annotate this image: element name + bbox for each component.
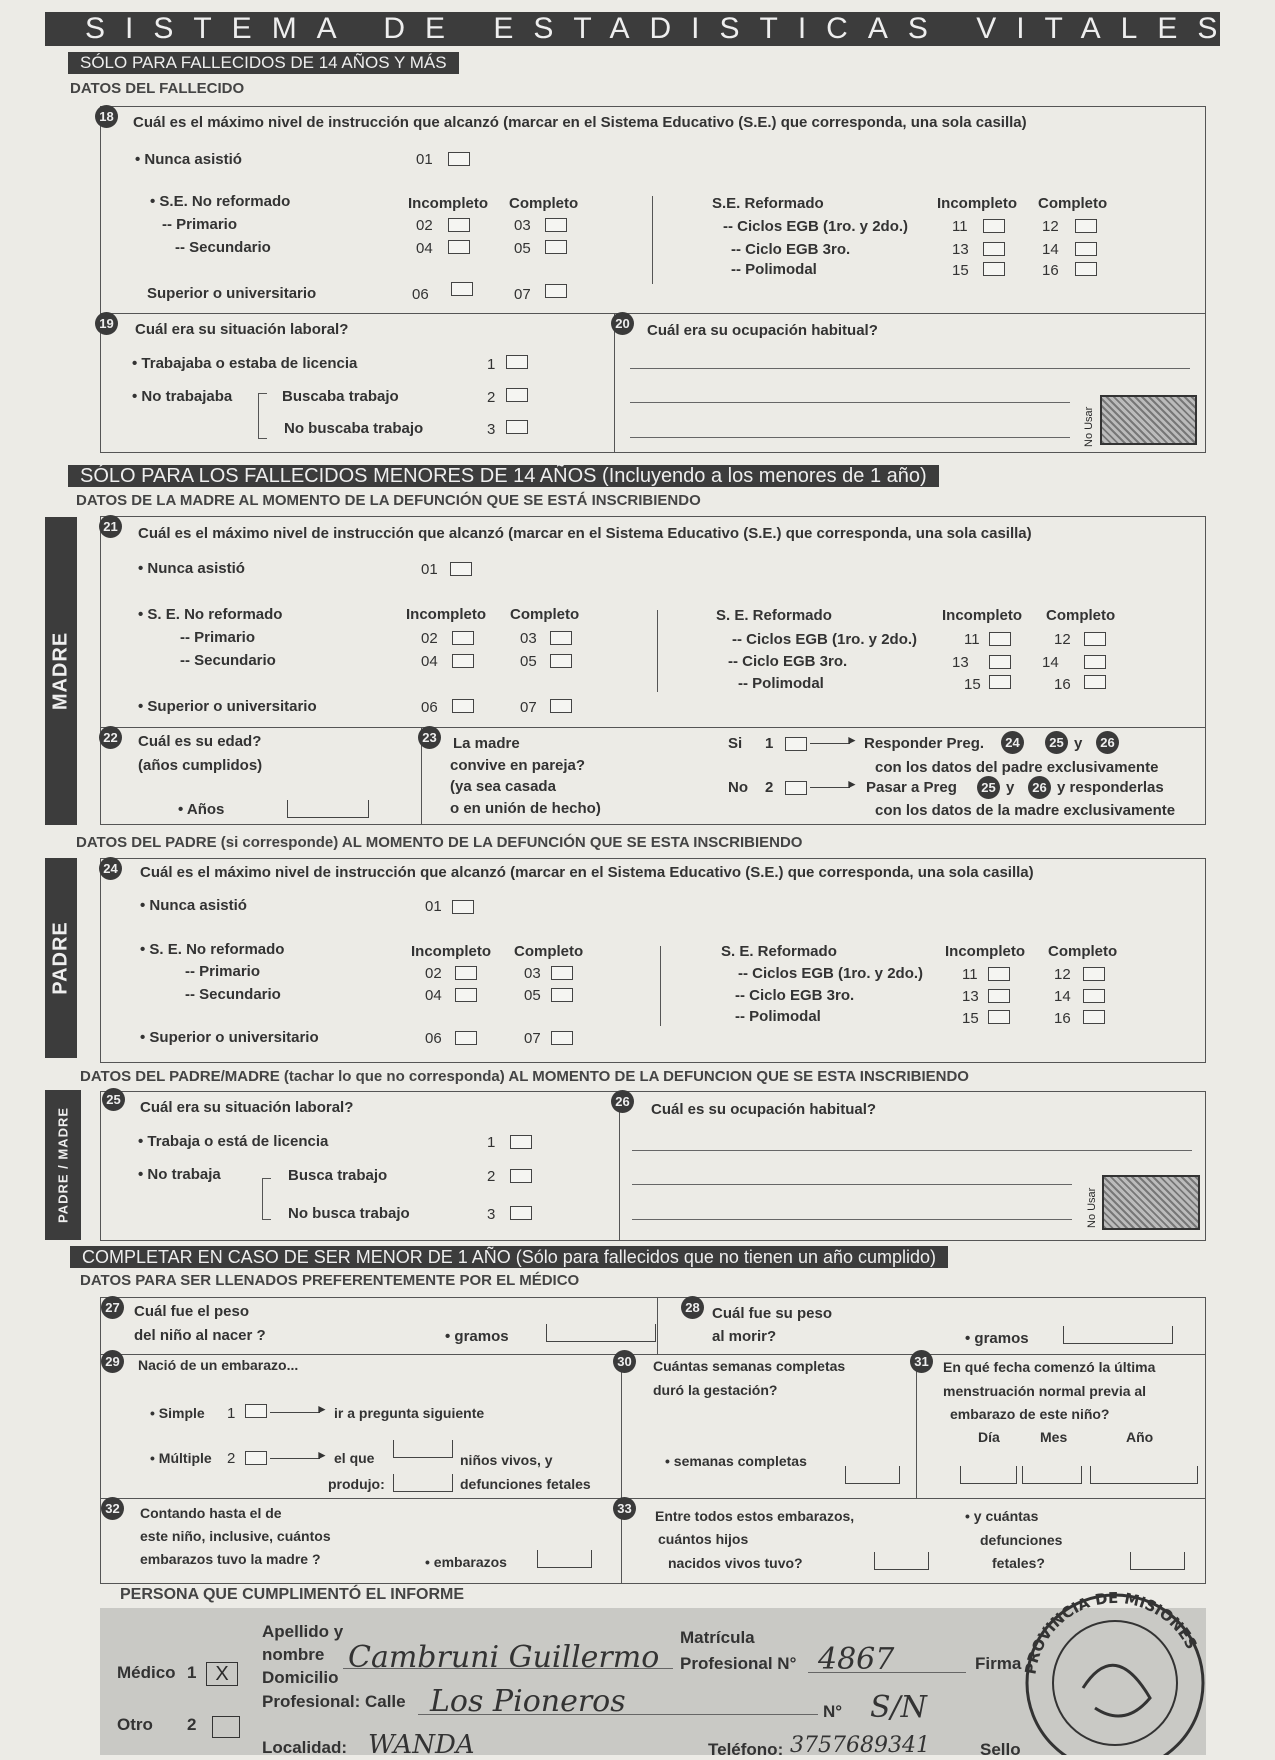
q22-anos-label: • Años (178, 801, 225, 818)
code: 1 (487, 356, 496, 373)
code: 01 (416, 151, 433, 168)
q30-line1: Cuántas semanas completas (653, 1358, 846, 1374)
checkbox[interactable] (983, 242, 1005, 256)
q21-nunca: • Nunca asistió (138, 560, 245, 577)
peso-morir-input[interactable] (1063, 1326, 1173, 1344)
code: 05 (514, 240, 531, 257)
nombre-value[interactable]: Cambruni Guillermo (348, 1640, 660, 1675)
q22-text2: (años cumplidos) (138, 757, 263, 774)
q18-ref: S.E. Reformado (712, 195, 824, 212)
code: 2 (765, 779, 774, 796)
q31-line3: embarazo de este niño? (950, 1406, 1110, 1422)
q31-dia: Día (978, 1429, 1000, 1445)
checkbox[interactable] (452, 654, 474, 668)
code: 01 (421, 561, 438, 578)
arrow-head-icon: ► (316, 1448, 328, 1462)
q28-line1: Cuál fue su peso (712, 1305, 833, 1322)
section-bar-menor-1: COMPLETAR EN CASO DE SER MENOR DE 1 AÑO (Sólo para fallecidos que no tienen un año cumplido) (70, 1246, 948, 1268)
q24-nunca: • Nunca asistió (140, 897, 247, 914)
code: 15 (962, 1010, 979, 1027)
checkbox[interactable] (1084, 655, 1106, 669)
code: 01 (425, 898, 442, 915)
checkbox[interactable] (448, 152, 470, 166)
bracket (258, 393, 267, 439)
arrow-icon (270, 1458, 320, 1459)
q19-opt2: • No trabajaba (132, 388, 233, 405)
code: 1 (487, 1134, 496, 1151)
profesional-label: Profesional N° (680, 1654, 797, 1673)
no-usar-box (1102, 1175, 1200, 1230)
q25-sub2: No busca trabajo (288, 1205, 410, 1222)
otro-checkbox[interactable] (212, 1716, 240, 1738)
code: 07 (514, 286, 531, 303)
col-incompleto: Incompleto (408, 195, 489, 212)
q29-el-que: el que (334, 1450, 375, 1466)
checkbox[interactable] (989, 655, 1011, 669)
ref-25: 25 (977, 776, 1000, 799)
ref-24: 24 (1001, 731, 1024, 754)
q27-line2: del niño al nacer ? (134, 1327, 266, 1344)
checkbox[interactable] (545, 218, 567, 232)
col-incompleto: Incompleto (406, 606, 487, 623)
firma-label: Firma (975, 1654, 1022, 1673)
col-completo: Completo (509, 195, 579, 212)
arrow-icon (270, 1412, 320, 1413)
checkbox[interactable] (452, 699, 474, 713)
answer-line[interactable] (630, 368, 1190, 369)
answer-line[interactable] (630, 437, 1070, 438)
official-stamp (1005, 1588, 1215, 1755)
code: 04 (425, 987, 442, 1004)
checkbox[interactable] (988, 967, 1010, 981)
calle-label: Profesional: Calle (262, 1692, 406, 1711)
arrow-icon (810, 787, 850, 788)
ref-26: 26 (1096, 731, 1119, 754)
q23-line3: (ya sea casada (450, 778, 556, 795)
q18-egb3: -- Ciclo EGB 3ro. (731, 241, 851, 258)
col-incompleto: Incompleto (937, 195, 1018, 212)
no-usar-box (1100, 395, 1197, 445)
code: 3 (487, 421, 496, 438)
q28-gramos: • gramos (965, 1330, 1029, 1347)
q24-text: Cuál es el máximo nivel de instrucción que alcanzó (marcar en el Sistema Educativo (S.E.) que corresponda, una sola casilla) (140, 864, 1034, 881)
no-usar-label: No Usar (1086, 1187, 1098, 1228)
code: 2 (487, 389, 496, 406)
q24-primario: -- Primario (185, 963, 261, 980)
answer-line[interactable] (632, 1219, 1072, 1220)
code: 13 (952, 654, 969, 671)
ref-26: 26 (1028, 776, 1051, 799)
code: 05 (524, 987, 541, 1004)
q31-line1: En qué fecha comenzó la última (943, 1359, 1156, 1375)
code: 3 (487, 1206, 496, 1223)
nombre-label: nombre (262, 1645, 325, 1664)
q24-number: 24 (99, 857, 122, 880)
arrow-head-icon: ► (846, 777, 858, 791)
q31-line2: menstruación normal previa al (943, 1383, 1147, 1399)
header-medico: DATOS PARA SER LLENADOS PREFERENTEMENTE POR EL MÉDICO (80, 1272, 580, 1289)
q26-text: Cuál es su ocupación habitual? (651, 1101, 877, 1118)
q23-si-label: Si (728, 735, 743, 752)
checkbox[interactable] (452, 631, 474, 645)
side-label-madre: MADRE (45, 517, 77, 825)
header-fallecido: DATOS DEL FALLECIDO (70, 80, 245, 97)
q23-responder: Responder Preg. (864, 735, 985, 752)
ref-25: 25 (1045, 731, 1068, 754)
q29-simple: • Simple (150, 1405, 205, 1421)
q20-text: Cuál era su ocupación habitual? (647, 322, 878, 339)
code: 03 (524, 965, 541, 982)
checkbox[interactable] (550, 654, 572, 668)
q24-ref: S. E. Reformado (721, 943, 837, 960)
checkbox[interactable] (1083, 1010, 1105, 1024)
code: 12 (1054, 631, 1071, 648)
q24-noref: • S. E. No reformado (140, 941, 285, 958)
section-bar-menores-14: SÓLO PARA LOS FALLECIDOS MENORES DE 14 AÑOS (Incluyendo a los menores de 1 año) (68, 465, 939, 487)
q18-text: Cuál es el máximo nivel de instrucción que alcanzó (marcar en el Sistema Educativo (S.E.) que corresponda, una sola casilla) (133, 114, 1027, 131)
defunciones-input[interactable] (1130, 1552, 1185, 1570)
header-madre: DATOS DE LA MADRE AL MOMENTO DE LA DEFUNCIÓN QUE SE ESTÁ INSCRIBIENDO (76, 492, 701, 509)
q32-number: 32 (101, 1497, 124, 1520)
q18-noref: • S.E. No reformado (150, 193, 291, 210)
q18-superior: Superior o universitario (147, 285, 317, 302)
q28-line2: al morir? (712, 1328, 777, 1345)
q19-opt1: • Trabajaba o estaba de licencia (132, 355, 358, 372)
checkbox[interactable] (448, 218, 470, 232)
checkbox[interactable] (988, 989, 1010, 1003)
matricula-line (808, 1672, 966, 1673)
code: 03 (514, 217, 531, 234)
checkbox[interactable] (1083, 967, 1105, 981)
checkbox[interactable] (510, 1206, 532, 1220)
q18-polimodal: -- Polimodal (731, 261, 817, 278)
answer-line[interactable] (632, 1184, 1072, 1185)
q18-egb12: -- Ciclos EGB (1ro. y 2do.) (723, 218, 909, 235)
q33-line3: nacidos vivos tuvo? (668, 1555, 803, 1571)
localidad-label: Localidad: (262, 1738, 348, 1757)
q29-ir: ir a pregunta siguiente (334, 1405, 485, 1421)
calle-value[interactable]: Los Pioneros (430, 1684, 626, 1719)
checkbox[interactable] (1075, 262, 1097, 276)
code: 15 (952, 262, 969, 279)
code: 13 (952, 241, 969, 258)
checkbox[interactable] (506, 420, 528, 434)
q27-line1: Cuál fue el peso (134, 1303, 250, 1320)
mes-input[interactable] (1022, 1466, 1082, 1484)
divider (657, 610, 658, 692)
otro-label: Otro (117, 1715, 153, 1734)
matricula-value[interactable]: 4867 (818, 1642, 895, 1677)
q22-text1: Cuál es su edad? (138, 733, 262, 750)
q30-number: 30 (613, 1350, 636, 1373)
checkbox[interactable] (245, 1404, 267, 1418)
q23-y: y (1006, 779, 1015, 796)
q19-number: 19 (95, 312, 118, 335)
arrow-icon (810, 743, 850, 744)
col-incompleto: Incompleto (942, 607, 1023, 624)
col-completo: Completo (514, 943, 584, 960)
col-completo: Completo (1048, 943, 1118, 960)
code: 06 (412, 286, 429, 303)
ninos-vivos-input[interactable] (393, 1440, 453, 1458)
checkbox[interactable] (989, 632, 1011, 646)
localidad-value[interactable]: WANDA (368, 1730, 475, 1760)
checkbox[interactable] (550, 699, 572, 713)
code: 13 (962, 988, 979, 1005)
checkbox[interactable] (448, 240, 470, 254)
code: 1 (187, 1663, 197, 1682)
q24-egb12: -- Ciclos EGB (1ro. y 2do.) (738, 965, 924, 982)
code: 07 (524, 1030, 541, 1047)
checkbox[interactable] (1084, 675, 1106, 689)
peso-nacer-input[interactable] (546, 1324, 656, 1342)
semanas-input[interactable] (845, 1466, 900, 1484)
q30-semanas: • semanas completas (665, 1453, 807, 1469)
medico-label: Médico (117, 1663, 176, 1682)
q23-line4: o en unión de hecho) (450, 800, 601, 817)
col-completo: Completo (1038, 195, 1108, 212)
header-padre: DATOS DEL PADRE (si corresponde) AL MOMENTO DE LA DEFUNCIÓN QUE SE ESTA INSCRIBIENDO (76, 834, 803, 851)
code: 07 (520, 699, 537, 716)
persona-header: PERSONA QUE CUMPLIMENTÓ EL INFORME (120, 1586, 465, 1603)
q18-secundario: -- Secundario (175, 239, 271, 256)
q23-y: y (1074, 735, 1083, 752)
q24-secundario: -- Secundario (185, 986, 281, 1003)
telefono-value[interactable]: 3757689341 (790, 1733, 930, 1758)
checkbox[interactable] (1075, 219, 1097, 233)
checkbox[interactable] (988, 1010, 1010, 1024)
q29-fetales: defunciones fetales (460, 1476, 591, 1492)
checkbox[interactable] (550, 631, 572, 645)
q29-multiple: • Múltiple (150, 1450, 212, 1466)
nro-value[interactable]: S/N (870, 1690, 927, 1725)
q18-primario: -- Primario (162, 216, 238, 233)
code: 2 (227, 1450, 236, 1467)
q23-pasar: Pasar a Preg (866, 779, 957, 796)
q24-egb3: -- Ciclo EGB 3ro. (735, 987, 855, 1004)
checkbox[interactable] (506, 355, 528, 369)
q33-line1: Entre todos estos embarazos, (655, 1508, 855, 1524)
q19-sub2: No buscaba trabajo (284, 420, 424, 437)
code: 1 (227, 1405, 236, 1422)
q21-polimodal: -- Polimodal (738, 675, 824, 692)
checkbox[interactable] (245, 1451, 267, 1465)
checkbox[interactable] (450, 562, 472, 576)
code: 1 (765, 735, 774, 752)
checkbox[interactable] (551, 966, 573, 980)
q21-egb3: -- Ciclo EGB 3ro. (728, 653, 848, 670)
checkbox[interactable] (1075, 242, 1097, 256)
q25-text: Cuál era su situación laboral? (140, 1099, 354, 1116)
checkbox[interactable] (545, 240, 567, 254)
q21-secundario: -- Secundario (180, 652, 276, 669)
q21-primario: -- Primario (180, 629, 256, 646)
checkbox[interactable] (545, 284, 567, 298)
checkbox[interactable] (1083, 989, 1105, 1003)
q19-text: Cuál era su situación laboral? (135, 321, 349, 338)
q33-r3: fetales? (992, 1555, 1045, 1571)
q25-opt1: • Trabaja o está de licencia (138, 1133, 329, 1150)
code: 2 (187, 1715, 197, 1734)
domicilio-label: Domicilio (262, 1668, 339, 1687)
checkbox[interactable] (983, 262, 1005, 276)
q23-con-padre: con los datos del padre exclusivamente (875, 759, 1159, 776)
age-input[interactable] (287, 800, 369, 818)
defunciones-fetales-input[interactable] (393, 1474, 453, 1492)
q25-sub1: Busca trabajo (288, 1167, 388, 1184)
q29-text: Nació de un embarazo... (138, 1357, 299, 1373)
q33-line2: cuántos hijos (658, 1531, 749, 1547)
q29-produjo: produjo: (328, 1476, 385, 1492)
code: 02 (421, 630, 438, 647)
header-padre-madre: DATOS DEL PADRE/MADRE (tachar lo que no corresponda) AL MOMENTO DE LA DEFUNCION QUE SE ESTA INSCRIBIENDO (80, 1068, 969, 1085)
apellido-label: Apellido y (262, 1622, 344, 1641)
col-incompleto: Incompleto (411, 943, 492, 960)
q31-mes: Mes (1040, 1429, 1068, 1445)
col-completo: Completo (1046, 607, 1116, 624)
q23-no-label: No (728, 779, 748, 796)
q22-number: 22 (99, 726, 122, 749)
checkbox[interactable] (506, 388, 528, 402)
arrow-head-icon: ► (846, 733, 858, 747)
q21-noref: • S. E. No reformado (138, 606, 283, 623)
checkbox[interactable] (452, 900, 474, 914)
q33-r1: • y cuántas (965, 1508, 1039, 1524)
q25-opt2: • No trabaja (138, 1166, 221, 1183)
q30-line2: duró la gestación? (653, 1382, 778, 1398)
q29-number: 29 (101, 1350, 124, 1373)
divider (652, 196, 653, 284)
code: 06 (425, 1030, 442, 1047)
arrow-head-icon: ► (316, 1402, 328, 1416)
hijos-vivos-input[interactable] (874, 1552, 929, 1570)
ano-input[interactable] (1090, 1466, 1198, 1484)
code: 14 (1042, 241, 1059, 258)
checkbox-si[interactable] (785, 737, 807, 751)
no-usar-label: No Usar (1083, 406, 1095, 447)
divider (660, 946, 661, 1026)
checkbox[interactable] (551, 1031, 573, 1045)
code: 06 (421, 699, 438, 716)
checkbox[interactable] (983, 219, 1005, 233)
dia-input[interactable] (960, 1466, 1017, 1484)
q26-number: 26 (611, 1090, 634, 1113)
q24-superior: • Superior o universitario (140, 1029, 319, 1046)
q21-superior: • Superior o universitario (138, 698, 317, 715)
q31-number: 31 (910, 1350, 933, 1373)
q33-r2: defunciones (980, 1532, 1063, 1548)
q21-ref: S. E. Reformado (716, 607, 832, 624)
code: 04 (421, 653, 438, 670)
q21-text: Cuál es el máximo nivel de instrucción que alcanzó (marcar en el Sistema Educativo (S.E.) que corresponda, una sola casilla) (138, 525, 1032, 542)
q31-ano: Año (1126, 1429, 1154, 1445)
code: 04 (416, 240, 433, 257)
q32-embarazos: • embarazos (425, 1554, 507, 1570)
code: 16 (1054, 676, 1071, 693)
medico-checkbox[interactable]: X (206, 1662, 238, 1686)
matricula-label: Matrícula (680, 1628, 755, 1647)
q18-nunca: • Nunca asistió (135, 151, 242, 168)
embarazos-input[interactable] (537, 1550, 592, 1568)
checkbox[interactable] (510, 1169, 532, 1183)
checkbox-no[interactable] (785, 781, 807, 795)
code: 02 (425, 965, 442, 982)
q24-polimodal: -- Polimodal (735, 1008, 821, 1025)
q23-responderlas: y responderlas (1057, 779, 1164, 796)
q21-number: 21 (99, 515, 122, 538)
code: 14 (1042, 654, 1059, 671)
col-completo: Completo (510, 606, 580, 623)
code: 12 (1054, 966, 1071, 983)
checkbox[interactable] (1084, 632, 1106, 646)
q32-line1: Contando hasta el de (140, 1505, 282, 1521)
q23-number: 23 (418, 726, 441, 749)
checkbox[interactable] (989, 675, 1011, 689)
checkbox[interactable] (455, 1031, 477, 1045)
col-incompleto: Incompleto (945, 943, 1026, 960)
bracket (262, 1178, 271, 1220)
answer-line[interactable] (632, 1150, 1192, 1151)
code: 11 (962, 966, 978, 983)
code: 02 (416, 217, 433, 234)
calle-line (418, 1714, 818, 1715)
checkbox[interactable] (455, 988, 477, 1002)
q29-vivos: niños vivos, y (460, 1452, 553, 1468)
checkbox[interactable] (551, 988, 573, 1002)
q28-number: 28 (681, 1296, 704, 1319)
q23-line1: La madre (453, 735, 520, 752)
q32-line3: embarazos tuvo la madre ? (140, 1551, 321, 1567)
q23-line2: convive en pareja? (450, 757, 586, 774)
code: 05 (520, 653, 537, 670)
code: 03 (520, 630, 537, 647)
sello-label: Sello (980, 1740, 1021, 1759)
q27-number: 27 (101, 1296, 124, 1319)
checkbox[interactable] (510, 1135, 532, 1149)
telefono-label: Teléfono: (708, 1740, 784, 1759)
code: 15 (964, 676, 981, 693)
code: 14 (1054, 988, 1071, 1005)
q20-number: 20 (611, 312, 634, 335)
side-label-padre-madre: PADRE / MADRE (45, 1090, 81, 1240)
q33-number: 33 (613, 1497, 636, 1520)
checkbox[interactable] (455, 966, 477, 980)
code: 16 (1042, 262, 1059, 279)
section-bar-14-mas: SÓLO PARA FALLECIDOS DE 14 AÑOS Y MÁS (68, 52, 459, 74)
side-label-padre: PADRE (45, 858, 77, 1058)
q21-egb12: -- Ciclos EGB (1ro. y 2do.) (732, 631, 918, 648)
form-title: SISTEMA DE ESTADISTICAS VITALES (45, 12, 1220, 46)
q27-gramos: • gramos (445, 1328, 509, 1345)
q32-line2: este niño, inclusive, cuántos (140, 1528, 331, 1544)
checkbox[interactable] (451, 282, 473, 296)
stamp-text: PROVINCIA DE MISIONES (1021, 1588, 1201, 1676)
q25-number: 25 (102, 1088, 125, 1111)
nro-label: N° (823, 1702, 843, 1721)
code: 2 (487, 1168, 496, 1185)
answer-line[interactable] (630, 402, 1070, 403)
code: 11 (952, 218, 968, 235)
code: 12 (1042, 218, 1059, 235)
code: 11 (964, 631, 980, 648)
q23-con-madre: con los datos de la madre exclusivamente (875, 802, 1176, 819)
nombre-line (343, 1668, 673, 1669)
q18-number: 18 (95, 105, 118, 128)
code: 16 (1054, 1010, 1071, 1027)
q19-sub1: Buscaba trabajo (282, 388, 399, 405)
